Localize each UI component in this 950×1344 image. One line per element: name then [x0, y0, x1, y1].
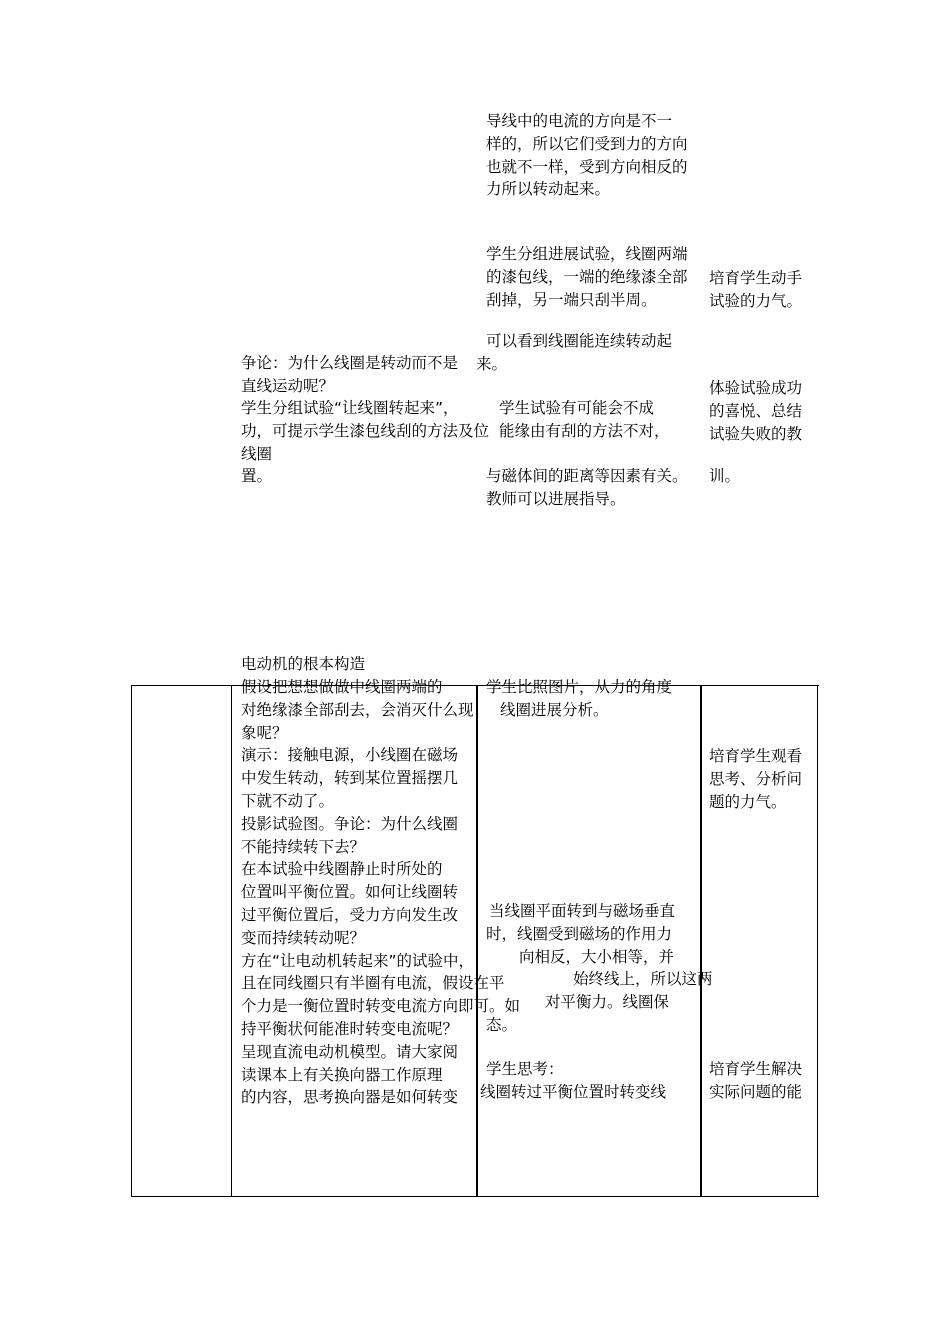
text-line: 时，线圈受到磁场的作用力 [486, 924, 673, 943]
table-right-border [817, 685, 818, 1197]
text-line: 下就不动了。 [241, 791, 335, 810]
table-student-analysis [486, 676, 672, 722]
text-line: 实际问题的能 [709, 1082, 803, 1101]
table-purpose-observe [709, 745, 802, 813]
text-line: 置。 [241, 467, 273, 486]
text-line: 功，可提示学生漆包线刮的方法及位 [241, 421, 490, 440]
text-line: 体验试验成功 [709, 379, 803, 397]
text-line: 与磁体间的距离等因素有关。 [486, 467, 688, 485]
student-text-distance [486, 465, 688, 511]
text-line: 中发生转动，转到某位置摇摆几 [241, 769, 459, 788]
text-line: 争论：为什么线圈是转动而不是 [241, 354, 459, 372]
text-line: 呈现直流电动机模型。请大家阅 [241, 1042, 459, 1061]
text-line: 学生分组进展试验，线圈两端 [486, 245, 688, 263]
text-line: 可以看到线圈能连续转动起 [486, 332, 673, 350]
text-line: 对绝缘漆全部刮去，会消灭什么现 [241, 700, 474, 719]
text-line: 思考、分析问 [709, 769, 803, 788]
student-text-group-experiment [486, 243, 688, 311]
text-line: 演示：接触电源，小线圈在磁场 [241, 746, 459, 765]
text-line: 不能持续转下去？ [241, 837, 366, 856]
text-line: 教师可以进展指导。 [486, 489, 626, 508]
text-line: 培育学生观看 [709, 747, 803, 765]
text-line: 线圈转过平衡位置时转变线 [480, 1082, 667, 1101]
text-line: 的内容，思考换向器是如何转变 [241, 1088, 459, 1107]
student-text-force-direction [486, 110, 688, 201]
text-line: 对平衡力。线圈保 [545, 993, 670, 1012]
text-line: 始终线上，所以这两 [573, 970, 713, 989]
text-line: 培育学生动手 [709, 269, 803, 287]
table-teacher-column [241, 676, 520, 1109]
text-line: 假设把想想做做中线圈两端的 [241, 678, 443, 696]
text-line: 学生思考： [486, 1060, 564, 1078]
table-bottom-border [131, 1196, 819, 1197]
text-line: 过平衡位置后，受力方向发生改 [241, 905, 459, 924]
table-left-border [131, 685, 132, 1197]
text-line: 直线运动呢？ [241, 376, 335, 395]
text-line: 线圈 [241, 444, 273, 463]
teacher-text-group-rotation [241, 397, 489, 488]
table-student-think [480, 1058, 667, 1104]
text-line: 的喜悦、总结 [709, 401, 803, 420]
teacher-text-discussion [241, 352, 458, 398]
text-line: 的漆包线，一端的绝缘漆全部 [486, 267, 688, 286]
table-col-divider-1 [231, 685, 232, 1197]
text-line: 培育学生解决 [709, 1060, 803, 1078]
text-line: 训。 [709, 467, 741, 485]
text-line: 变而持续转动呢？ [241, 928, 366, 947]
text-line: 刮掉，另一端只刮半周。 [486, 290, 657, 309]
text-line: 能缘由有刮的方法不对， [499, 421, 670, 440]
text-line: 线圈进展分析。 [500, 700, 609, 719]
text-line: 方在“让电动机转起来”的试验中， [241, 951, 475, 970]
text-line: 试验失败的教 [709, 424, 803, 443]
text-line: 力所以转动起来。 [486, 180, 611, 199]
student-text-may-fail [499, 397, 670, 443]
text-line: 题的力气。 [709, 792, 787, 811]
table-student-balance [486, 900, 713, 1037]
student-text-continuous-rotation [476, 330, 673, 376]
text-line: 读课本上有关换向器工作原理 [241, 1065, 443, 1084]
text-line: 学生试验有可能会不成 [499, 399, 655, 417]
purpose-text-hands-on [709, 267, 802, 313]
text-line: 位置叫平衡位置。如何让线圈转 [241, 883, 459, 902]
purpose-text-success [709, 377, 802, 445]
purpose-text-lesson [709, 465, 740, 488]
text-line: 且在同线圈只有半圈有电流，假设在平 [241, 974, 505, 993]
text-line: 持平衡状何能准时转变电流呢？ [241, 1019, 459, 1038]
text-line: 也就不一样，受到方向相反的 [486, 157, 688, 176]
section-heading [241, 653, 365, 676]
text-line: 当线圈平面转到与磁场垂直 [489, 902, 676, 920]
text-line: 象呢？ [241, 723, 288, 742]
text-line: 态。 [486, 1015, 518, 1034]
text-line: 学生分组试验“让线圈转起来”， [241, 399, 459, 417]
text-line: 学生比照图片，从力的角度 [486, 678, 673, 696]
text-line: 投影试验图。争论：为什么线圈 [241, 814, 459, 833]
text-line: 来。 [476, 354, 508, 373]
text-line: 导线中的电流的方向是不一 [486, 112, 673, 130]
text-line: 试验的力气。 [709, 291, 803, 310]
text-line: 向相反，大小相等，并 [519, 947, 675, 966]
table-purpose-solve [709, 1058, 802, 1104]
text-line: 个力是一衡位置时转变电流方向即可。如 [241, 997, 521, 1016]
text-line: 样的，所以它们受到力的方向 [486, 134, 688, 153]
text-line: 在本试验中线圈静止时所处的 [241, 860, 443, 879]
heading-text: 电动机的根本构造 [241, 655, 366, 673]
